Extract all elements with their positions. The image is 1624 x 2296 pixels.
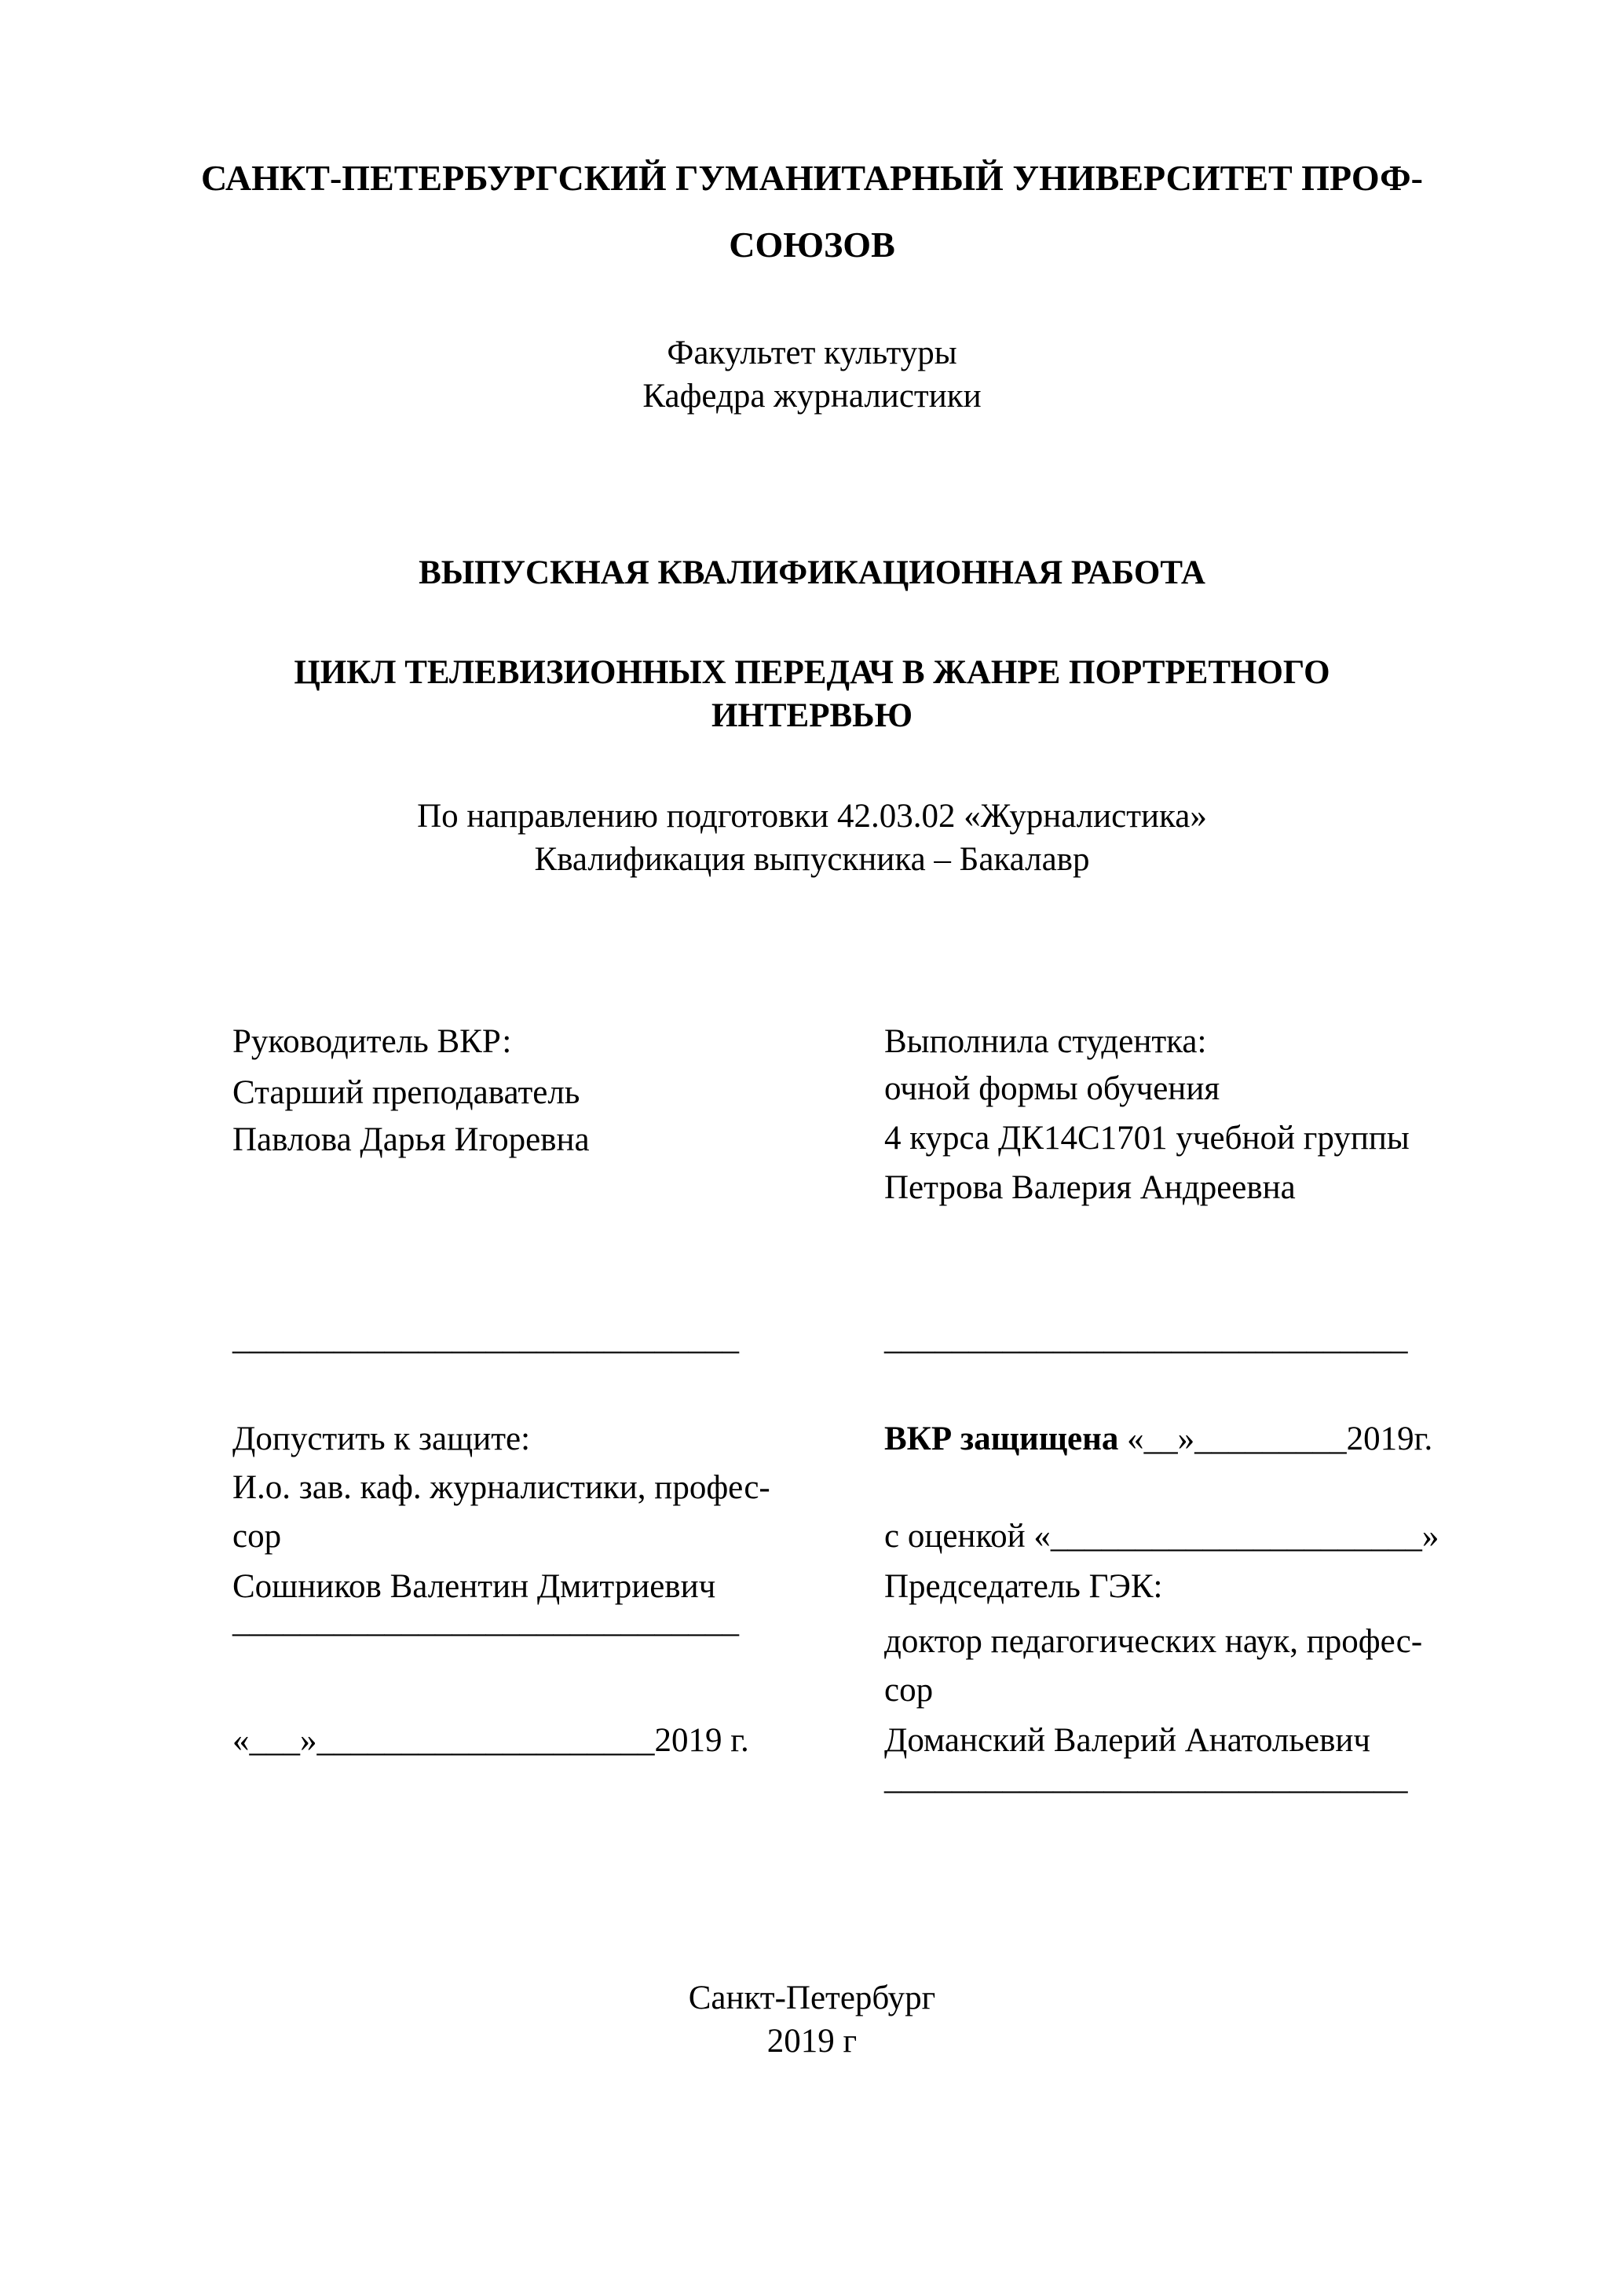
- admission-position-line1: И.о. зав. каф. журналистики, профес-: [232, 1469, 770, 1506]
- city: Санкт-Петербург: [688, 1980, 936, 2016]
- chairman-signature-line: _______________________________: [884, 1760, 1408, 1797]
- training-direction: По направлению подготовки 42.03.02 «Журналистика»: [417, 798, 1207, 835]
- student-name: Петрова Валерия Андреевна: [884, 1169, 1296, 1206]
- university-name-line2: СОЮЗОВ: [729, 225, 895, 265]
- chairman-name: Доманский Валерий Анатольевич: [884, 1722, 1371, 1759]
- admission-signature-line: ______________________________: [232, 1603, 739, 1640]
- admission-position-line2: сор: [232, 1518, 282, 1555]
- chairman-label: Председатель ГЭК:: [884, 1568, 1163, 1605]
- qualification: Квалификация выпускника – Бакалавр: [534, 841, 1090, 878]
- student-signature-line: _______________________________: [884, 1320, 1408, 1357]
- supervisor-position: Старший преподаватель: [232, 1074, 580, 1111]
- faculty: Факультет культуры: [667, 335, 957, 371]
- work-type: ВЫПУСКНАЯ КВАЛИФИКАЦИОННАЯ РАБОТА: [419, 554, 1205, 591]
- chairman-degree-line2: сор: [884, 1672, 934, 1709]
- department: Кафедра журналистики: [642, 378, 982, 415]
- supervisor-name: Павлова Дарья Игоревна: [232, 1121, 590, 1158]
- admission-date-line: «___»____________________2019 г.: [232, 1722, 749, 1759]
- defense-protected-label: ВКР защищена: [884, 1420, 1119, 1457]
- supervisor-signature-line: ______________________________: [232, 1320, 739, 1357]
- defense-protected: [884, 1420, 1432, 1458]
- student-group: 4 курса ДК14С1701 учебной группы: [884, 1120, 1410, 1157]
- student-label: Выполнила студентка:: [884, 1023, 1207, 1060]
- student-study-form: очной формы обучения: [884, 1070, 1220, 1107]
- chairman-degree-line1: доктор педагогических наук, профес-: [884, 1623, 1423, 1660]
- work-title-line2: ИНТЕРВЬЮ: [711, 697, 913, 734]
- work-title-line1: ЦИКЛ ТЕЛЕВИЗИОННЫХ ПЕРЕДАЧ В ЖАНРЕ ПОРТРЕТНОГО: [294, 654, 1330, 691]
- supervisor-label: Руководитель ВКР:: [232, 1023, 512, 1060]
- admission-name: Сошников Валентин Дмитриевич: [232, 1568, 716, 1605]
- year: 2019 г: [766, 2023, 858, 2060]
- defense-grade: с оценкой «______________________»: [884, 1518, 1439, 1555]
- admission-label: Допустить к защите:: [232, 1420, 531, 1457]
- university-name-line1: САНКТ-ПЕТЕРБУРГСКИЙ ГУМАНИТАРНЫЙ УНИВЕРСИТЕТ ПРОФ-: [201, 158, 1423, 198]
- defense-protected-date: «__»_________2019г.: [1118, 1420, 1433, 1457]
